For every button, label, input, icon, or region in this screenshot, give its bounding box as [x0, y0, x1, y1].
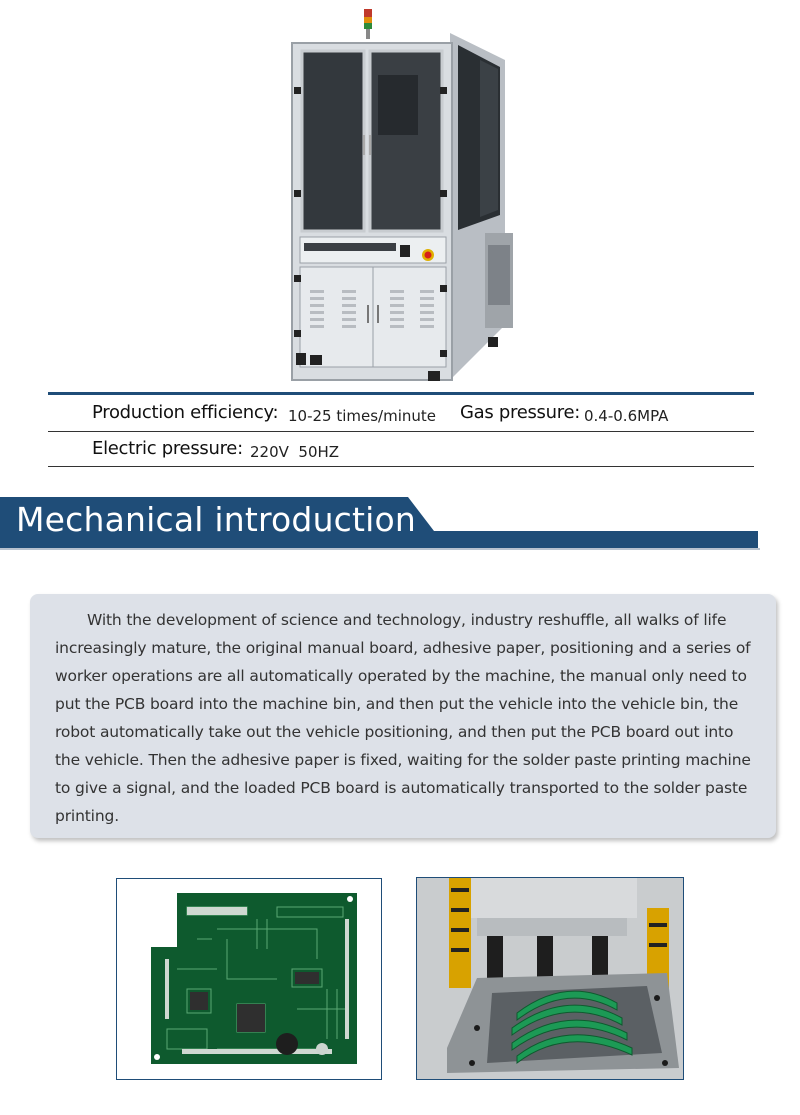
section-title: Mechanical introduction: [16, 500, 417, 539]
production-efficiency-label: Production efficiency:: [92, 402, 279, 423]
production-efficiency-value: 10-25 times/minute: [288, 407, 437, 425]
electric-pressure-value: 220V 50HZ: [250, 443, 340, 461]
machine-photo: [280, 5, 520, 385]
spec-table-top-rule: [48, 392, 754, 395]
gas-pressure-label: Gas pressure:: [460, 402, 580, 423]
fixture-photo: [416, 877, 684, 1080]
electric-pressure-label: Electric pressure:: [92, 438, 243, 459]
gas-pressure-value: 0.4-0.6MPA: [584, 407, 669, 425]
intro-paragraph: With the development of science and technology, industry reshuffle, all walks of life increasingly mature, the original manual board, adhesive paper, positioning and a series of worker operations are all automatically operated by the machine, the manual only need to put the PCB board into the machine bin, and then put the vehicle into the vehicle bin, the robot automatically take out the vehicle positioning, and then put the PCB board out into the vehicle. Then the adhesive paper is fixed, waiting for the solder paste printing machine to give a signal, and the loaded PCB board is automatically transported to the solder paste printing.: [55, 611, 751, 825]
spec-table-divider: [48, 431, 754, 432]
pcb-board-photo: [116, 878, 382, 1080]
spec-table-bottom-rule: [48, 466, 754, 467]
